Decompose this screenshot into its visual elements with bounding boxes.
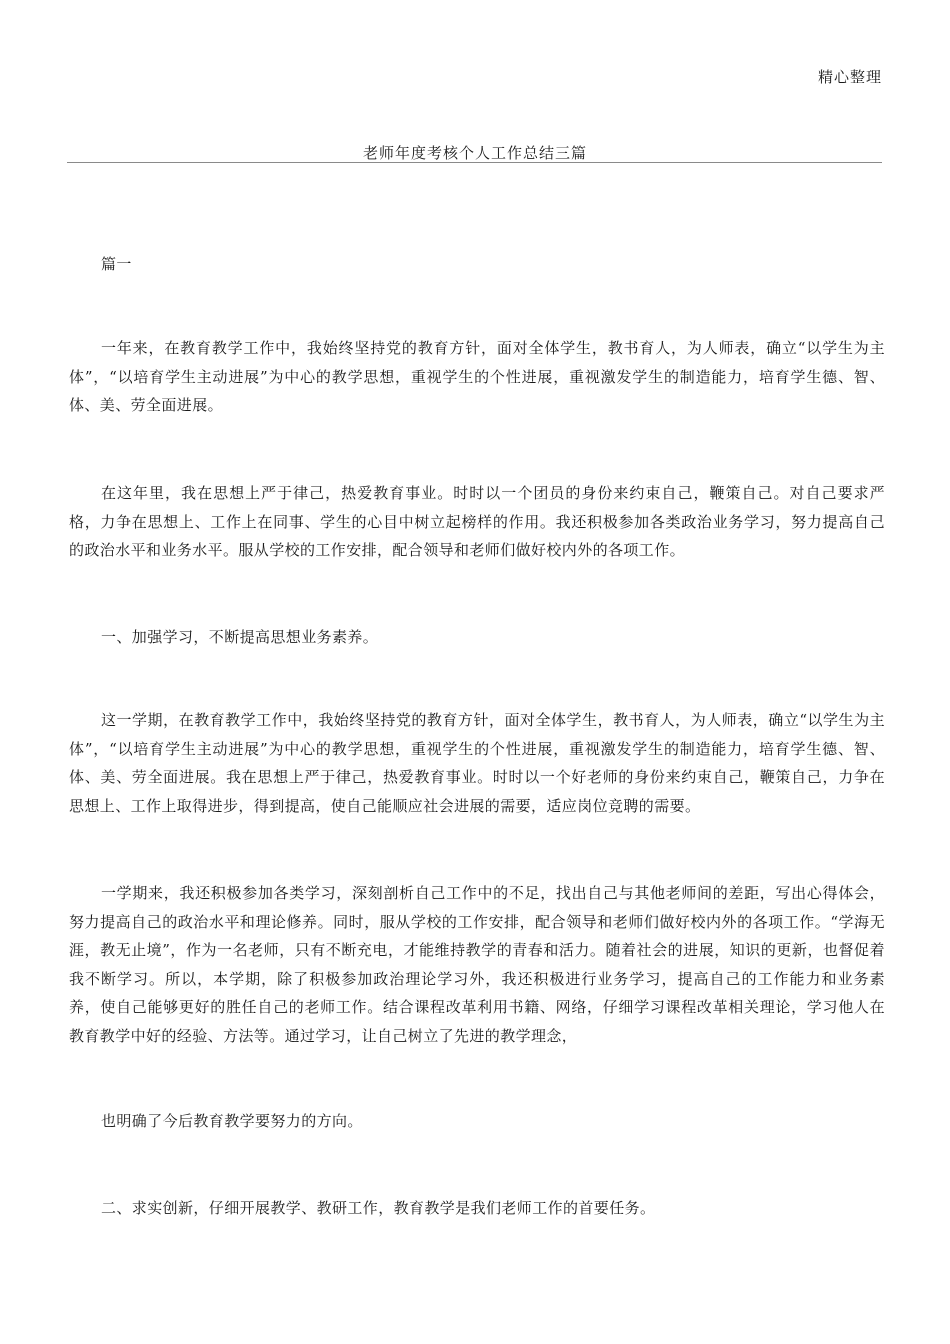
section-label: 篇一 [101, 255, 132, 273]
title-divider [67, 162, 882, 163]
paragraph-2: 在这年里，我在思想上严于律己，热爱教育事业。时时以一个团员的身份来约束自己，鞭策自己。对自己要求严格，力争在思想上、工作上在同事、学生的心目中树立起榜样的作用。我还积极参加各类政治业务学习，努力提高自己的政治水平和业务水平。服从学校的工作安排，配合领导和老师们做好校内外的各项工作。 [69, 484, 885, 560]
corner-note: 精心整理 [817, 68, 882, 86]
page-title: 老师年度考核个人工作总结三篇 [362, 144, 587, 162]
section-heading-1: 一、加强学习，不断提高思想业务素养。 [101, 628, 379, 646]
paragraph-3: 这一学期，在教育教学工作中，我始终坚持党的教育方针，面对全体学生，教书育人，为人师表，确立“以学生为主体”，“以培育学生主动进展”为中心的教学思想，重视学生的个性进展，重视激发学生的制造能力，培育学生德、智、体、美、劳全面进展。我在思想上严于律己，热爱教育事业。时时以一个好老师的身份来约束自己，鞭策自己，力争在思想上、工作上取得进步，得到提高，使自己能顺应社会进展的需要，适应岗位竞聘的需要。 [69, 711, 885, 815]
paragraph-4: 一学期来，我还积极参加各类学习，深刻剖析自己工作中的不足，找出自己与其他老师间的差距，写出心得体会，努力提高自己的政治水平和理论修养。同时，服从学校的工作安排，配合领导和老师们做好校内外的各项工作。“学海无涯，教无止境”，作为一名老师，只有不断充电，才能维持教学的青春和活力。随着社会的进展，知识的更新，也督促着我不断学习。所以，本学期，除了积极参加政治理论学习外，我还积极进行业务学习，提高自己的工作能力和业务素养，使自己能够更好的胜任自己的老师工作。结合课程改革利用书籍、网络，仔细学习课程改革相关理论，学习他人在教育教学中好的经验、方法等。通过学习，让自己树立了先进的教学理念， [69, 884, 885, 1045]
section-heading-2: 二、求实创新，仔细开展教学、教研工作，教育教学是我们老师工作的首要任务。 [101, 1199, 656, 1217]
paragraph-1: 一年来，在教育教学工作中，我始终坚持党的教育方针，面对全体学生，教书育人，为人师表，确立“以学生为主体”，“以培育学生主动进展”为中心的教学思想，重视学生的个性进展，重视激发学生的制造能力，培育学生德、智、体、美、劳全面进展。 [69, 339, 885, 415]
paragraph-5: 也明确了今后教育教学要努力的方向。 [101, 1112, 363, 1130]
